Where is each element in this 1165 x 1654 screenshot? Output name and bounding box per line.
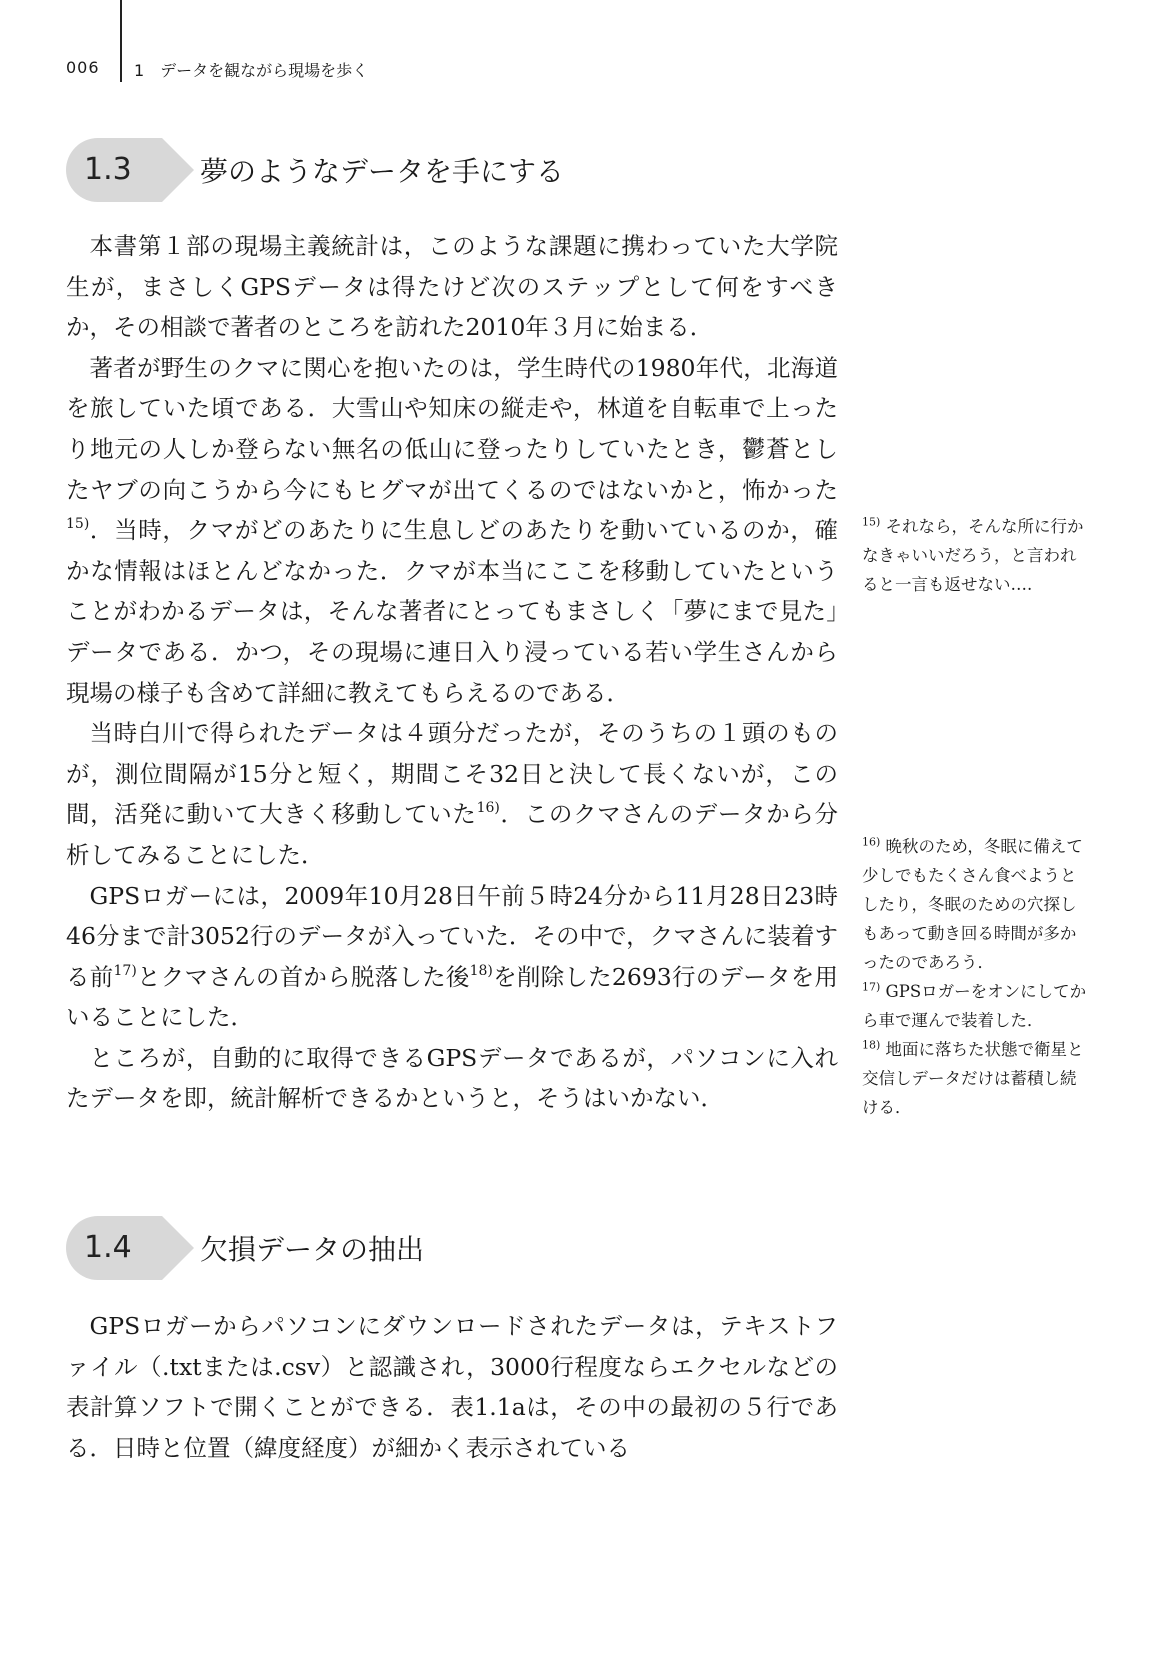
footnote-ref: 16): [476, 800, 500, 817]
section-title: 欠損データの抽出: [200, 1233, 425, 1266]
section-1-3-body: [66, 226, 838, 1119]
section-number: 1.3: [84, 152, 132, 187]
note-mark: 18): [862, 1038, 881, 1052]
running-head: 1 データを観ながら現場を歩く: [134, 61, 369, 80]
section-1-4-body: [66, 1306, 838, 1468]
note-text: 地面に落ちた状態で衛星と交信しデータだけは蓄積し続ける．: [862, 1040, 1084, 1117]
side-note-16-18: [862, 832, 1087, 1122]
side-note-15: [862, 512, 1087, 599]
section-number: 1.4: [84, 1230, 132, 1265]
paragraph: 著者が野生のクマに関心を抱いたのは，学生時代の1980年代，北海道を旅していた頃である．大雪山や知床の縦走や，林道を自転車で上ったり地元の人しか登らない無名の低山に登ったりしていたとき，鬱蒼としたヤブの向こうから今にもヒグマが出てくるのではないかと，怖かった$^{15)}$．当時，クマがどのあたりに生息しどのあたりを動いているのか，確かな情報はほとんどなかった．クマが本当にここを移動していたということがわかるデータは，そんな著者にとってもまさしく「夢にまで見た」データである．かつ，その現場に連日入り浸っている若い学生さんから現場の様子も含めて詳細に教えてもらえるのである．: [66, 353, 838, 707]
section-title: 夢のようなデータを手にする: [200, 155, 565, 188]
paragraph: GPSロガーには，2009年10月28日午前５時24分から11月28日23時46分まで計3052行のデータが入っていた．その中で，クマさんに装着する前$^{17)}$とクマさんの首から脱落した後$^{18)}$を削除した2693行のデータを用いることにした．: [66, 881, 839, 1032]
footnote-ref: 17): [113, 962, 137, 979]
paragraph: 当時白川で得られたデータは４頭分だったが，そのうちの１頭のものが，測位間隔が15分と短く，期間こそ32日と決して長くないが，この間，活発に動いて大きく移動していた$^{16)}$．このクマさんのデータから分析してみることにした．: [66, 719, 839, 869]
section-heading-1-4: [66, 1216, 766, 1280]
section-heading-1-3: [66, 138, 766, 202]
note-text: 晩秋のため，冬眠に備えて少しでもたくさん食べようとしたり，冬眠のための穴探しもあって動き回る時間が多かったのであろう．: [862, 837, 1083, 972]
footnote-ref: 18): [469, 962, 493, 979]
header-divider: [120, 0, 122, 82]
note-mark: 17): [862, 980, 881, 994]
paragraph: 本書第１部の現場主義統計は，このような課題に携わっていた大学院生が，まさしくGPSデータは得たけど次のステップとして何をすべきか，その相談で著者のところを訪れた2010年３月に始まる．: [66, 232, 838, 342]
paragraph: ところが，自動的に取得できるGPSデータであるが，パソコンに入れたデータを即，統計解析できるかというと，そうはいかない．: [66, 1043, 838, 1113]
paragraph: GPSロガーからパソコンにダウンロードされたデータは，テキストファイル（.txtまたは.csv）と認識され，3000行程度ならエクセルなどの表計算ソフトで開くことができる．表1.1aは，その中の最初の５行である．日時と位置（緯度経度）が細かく表示されている: [66, 1312, 838, 1462]
page-number: 006: [66, 58, 100, 77]
note-text: それなら，そんな所に行かなきゃいいだろう，と言われると一言も返せない….: [862, 517, 1084, 594]
note-text: GPSロガーをオンにしてから車で運んで装着した．: [862, 982, 1087, 1030]
footnote-ref: 15): [66, 516, 90, 533]
note-mark: 16): [862, 835, 881, 849]
note-mark: 15): [862, 515, 881, 529]
